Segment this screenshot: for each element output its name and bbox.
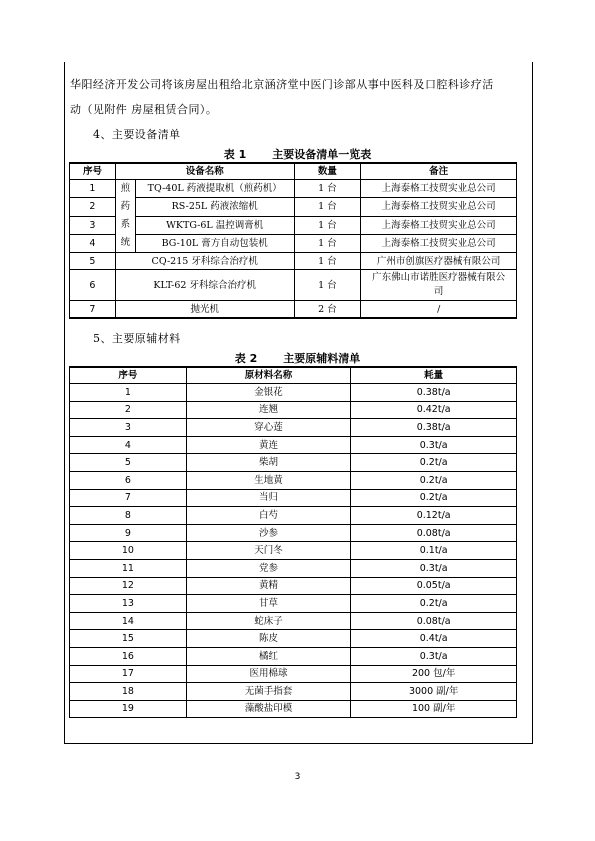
table-2-label: 表 2 (234, 352, 258, 365)
cell-qty: 1 台 (294, 234, 361, 252)
group-char: 系 (120, 219, 131, 230)
cell-name: TQ-40L 药液提取机（煎药机） (135, 180, 294, 198)
cell-no: 19 (70, 700, 187, 718)
table-row (70, 198, 517, 216)
cell-amount: 200 包/年 (351, 665, 517, 683)
cell-no: 5 (70, 253, 116, 270)
cell-note: 上海泰格工技贸实业总公司 (361, 234, 517, 252)
table-row (70, 454, 517, 472)
table-2-caption (0, 350, 595, 366)
cell-amount: 0.08t/a (351, 524, 517, 542)
table-row (70, 542, 517, 560)
cell-no: 14 (70, 612, 187, 630)
table-row (70, 384, 517, 402)
cell-note: 广州市创旗医疗器械有限公司 (361, 253, 517, 270)
cell-note: / (361, 301, 517, 319)
table-row (70, 253, 517, 270)
table-row (70, 612, 517, 630)
cell-qty: 1 台 (294, 216, 361, 234)
cell-note: 上海泰格工技贸实业总公司 (361, 180, 517, 198)
cell-amount: 0.2t/a (351, 489, 517, 507)
cell-amount: 0.38t/a (351, 419, 517, 437)
col-header-qty: 数量 (294, 163, 361, 180)
cell-no: 1 (70, 180, 116, 198)
intro-line-2: 动（见附件 房屋租赁合同）。 (70, 103, 218, 116)
cell-qty: 1 台 (294, 270, 361, 301)
cell-amount: 0.2t/a (351, 454, 517, 472)
cell-amount: 0.2t/a (351, 595, 517, 613)
cell-qty: 1 台 (294, 198, 361, 216)
cell-no: 11 (70, 559, 187, 577)
cell-material: 白芍 (186, 507, 351, 525)
cell-no: 18 (70, 683, 187, 701)
cell-amount: 0.2t/a (351, 471, 517, 489)
cell-amount: 0.3t/a (351, 559, 517, 577)
table-row (70, 700, 517, 718)
table-row (70, 630, 517, 648)
table-row (70, 471, 517, 489)
table-1-label: 表 1 (223, 148, 247, 161)
table-row (70, 419, 517, 437)
section-4-heading: 4、主要设备清单 (93, 128, 181, 141)
cell-no: 2 (70, 198, 116, 216)
cell-name: 抛光机 (115, 301, 294, 319)
cell-note: 广东佛山市诺胜医疗器械有限公司 (361, 270, 517, 301)
table-row (70, 665, 517, 683)
cell-material: 生地黄 (186, 471, 351, 489)
cell-amount: 0.38t/a (351, 384, 517, 402)
col-header-name: 设备名称 (115, 163, 294, 180)
group-char: 药 (120, 201, 131, 212)
table-row (70, 234, 517, 252)
group-char: 煎 (120, 183, 131, 194)
cell-no: 6 (70, 471, 187, 489)
table-row (70, 577, 517, 595)
cell-no: 13 (70, 595, 187, 613)
cell-name: RS-25L 药液浓缩机 (135, 198, 294, 216)
cell-no: 3 (70, 216, 116, 234)
table-row (70, 401, 517, 419)
cell-material: 天门冬 (186, 542, 351, 560)
materials-body (70, 384, 517, 718)
cell-note: 上海泰格工技贸实业总公司 (361, 198, 517, 216)
col-header-no: 序号 (70, 367, 187, 384)
cell-material: 当归 (186, 489, 351, 507)
table-row (70, 595, 517, 613)
cell-no: 2 (70, 401, 187, 419)
table-1-title: 主要设备清单一览表 (272, 148, 372, 161)
table-row (70, 683, 517, 701)
cell-amount: 3000 副/年 (351, 683, 517, 701)
cell-name: BG-10L 膏方自动包装机 (135, 234, 294, 252)
cell-material: 金银花 (186, 384, 351, 402)
table-row (70, 270, 517, 301)
col-header-note: 备注 (361, 163, 517, 180)
table-row (70, 507, 517, 525)
intro-line-1: 华阳经济开发公司将该房屋出租给北京涵济堂中医门诊部从事中医科及口腔科诊疗活 (70, 78, 494, 91)
cell-amount: 0.4t/a (351, 630, 517, 648)
cell-amount: 0.42t/a (351, 401, 517, 419)
cell-no: 1 (70, 384, 187, 402)
cell-no: 4 (70, 436, 187, 454)
cell-no: 5 (70, 454, 187, 472)
col-header-amount: 耗量 (351, 367, 517, 384)
section-5-heading: 5、主要原辅材料 (93, 332, 181, 345)
cell-material: 藻酸盐印模 (186, 700, 351, 718)
group-char: 统 (120, 237, 131, 248)
cell-no: 10 (70, 542, 187, 560)
cell-amount: 0.3t/a (351, 436, 517, 454)
cell-no: 17 (70, 665, 187, 683)
cell-no: 3 (70, 419, 187, 437)
table-row (70, 180, 517, 198)
cell-material: 橘红 (186, 647, 351, 665)
cell-no: 8 (70, 507, 187, 525)
cell-amount: 0.05t/a (351, 577, 517, 595)
cell-note: 上海泰格工技贸实业总公司 (361, 216, 517, 234)
cell-amount: 100 副/年 (351, 700, 517, 718)
cell-no: 15 (70, 630, 187, 648)
cell-material: 沙参 (186, 524, 351, 542)
table-2-title: 主要原辅料清单 (283, 352, 361, 365)
cell-material: 黄精 (186, 577, 351, 595)
table-row (70, 647, 517, 665)
cell-no: 4 (70, 234, 116, 252)
table-row (70, 489, 517, 507)
page-number: 3 (294, 772, 301, 782)
cell-name: KLT-62 牙科综合治疗机 (115, 270, 294, 301)
cell-no: 7 (70, 301, 116, 319)
table-row (70, 559, 517, 577)
cell-amount: 0.08t/a (351, 612, 517, 630)
cell-material: 无菌手指套 (186, 683, 351, 701)
table-row (70, 216, 517, 234)
cell-qty: 2 台 (294, 301, 361, 319)
table-header-row (70, 163, 517, 180)
equipment-table (69, 162, 517, 319)
cell-material: 医用棉球 (186, 665, 351, 683)
table-header-row (70, 367, 517, 384)
cell-material: 蛇床子 (186, 612, 351, 630)
cell-name: CQ-215 牙科综合治疗机 (115, 253, 294, 270)
cell-no: 12 (70, 577, 187, 595)
table-row (70, 436, 517, 454)
cell-no: 16 (70, 647, 187, 665)
cell-no: 7 (70, 489, 187, 507)
cell-amount: 0.3t/a (351, 647, 517, 665)
cell-name: WKTG-6L 温控调膏机 (135, 216, 294, 234)
materials-table (69, 366, 517, 718)
col-header-no: 序号 (70, 163, 116, 180)
cell-qty: 1 台 (294, 180, 361, 198)
cell-material: 柴胡 (186, 454, 351, 472)
cell-material: 陈皮 (186, 630, 351, 648)
cell-no: 9 (70, 524, 187, 542)
table-1-caption (0, 146, 595, 162)
cell-qty: 1 台 (294, 253, 361, 270)
cell-material: 甘草 (186, 595, 351, 613)
cell-material: 黄连 (186, 436, 351, 454)
cell-material: 连翘 (186, 401, 351, 419)
cell-amount: 0.12t/a (351, 507, 517, 525)
cell-material: 穿心莲 (186, 419, 351, 437)
cell-no: 6 (70, 270, 116, 301)
cell-material: 党参 (186, 559, 351, 577)
group-label-cell (115, 180, 135, 253)
table-row (70, 301, 517, 319)
col-header-material: 原材料名称 (186, 367, 351, 384)
table-row (70, 524, 517, 542)
cell-amount: 0.1t/a (351, 542, 517, 560)
